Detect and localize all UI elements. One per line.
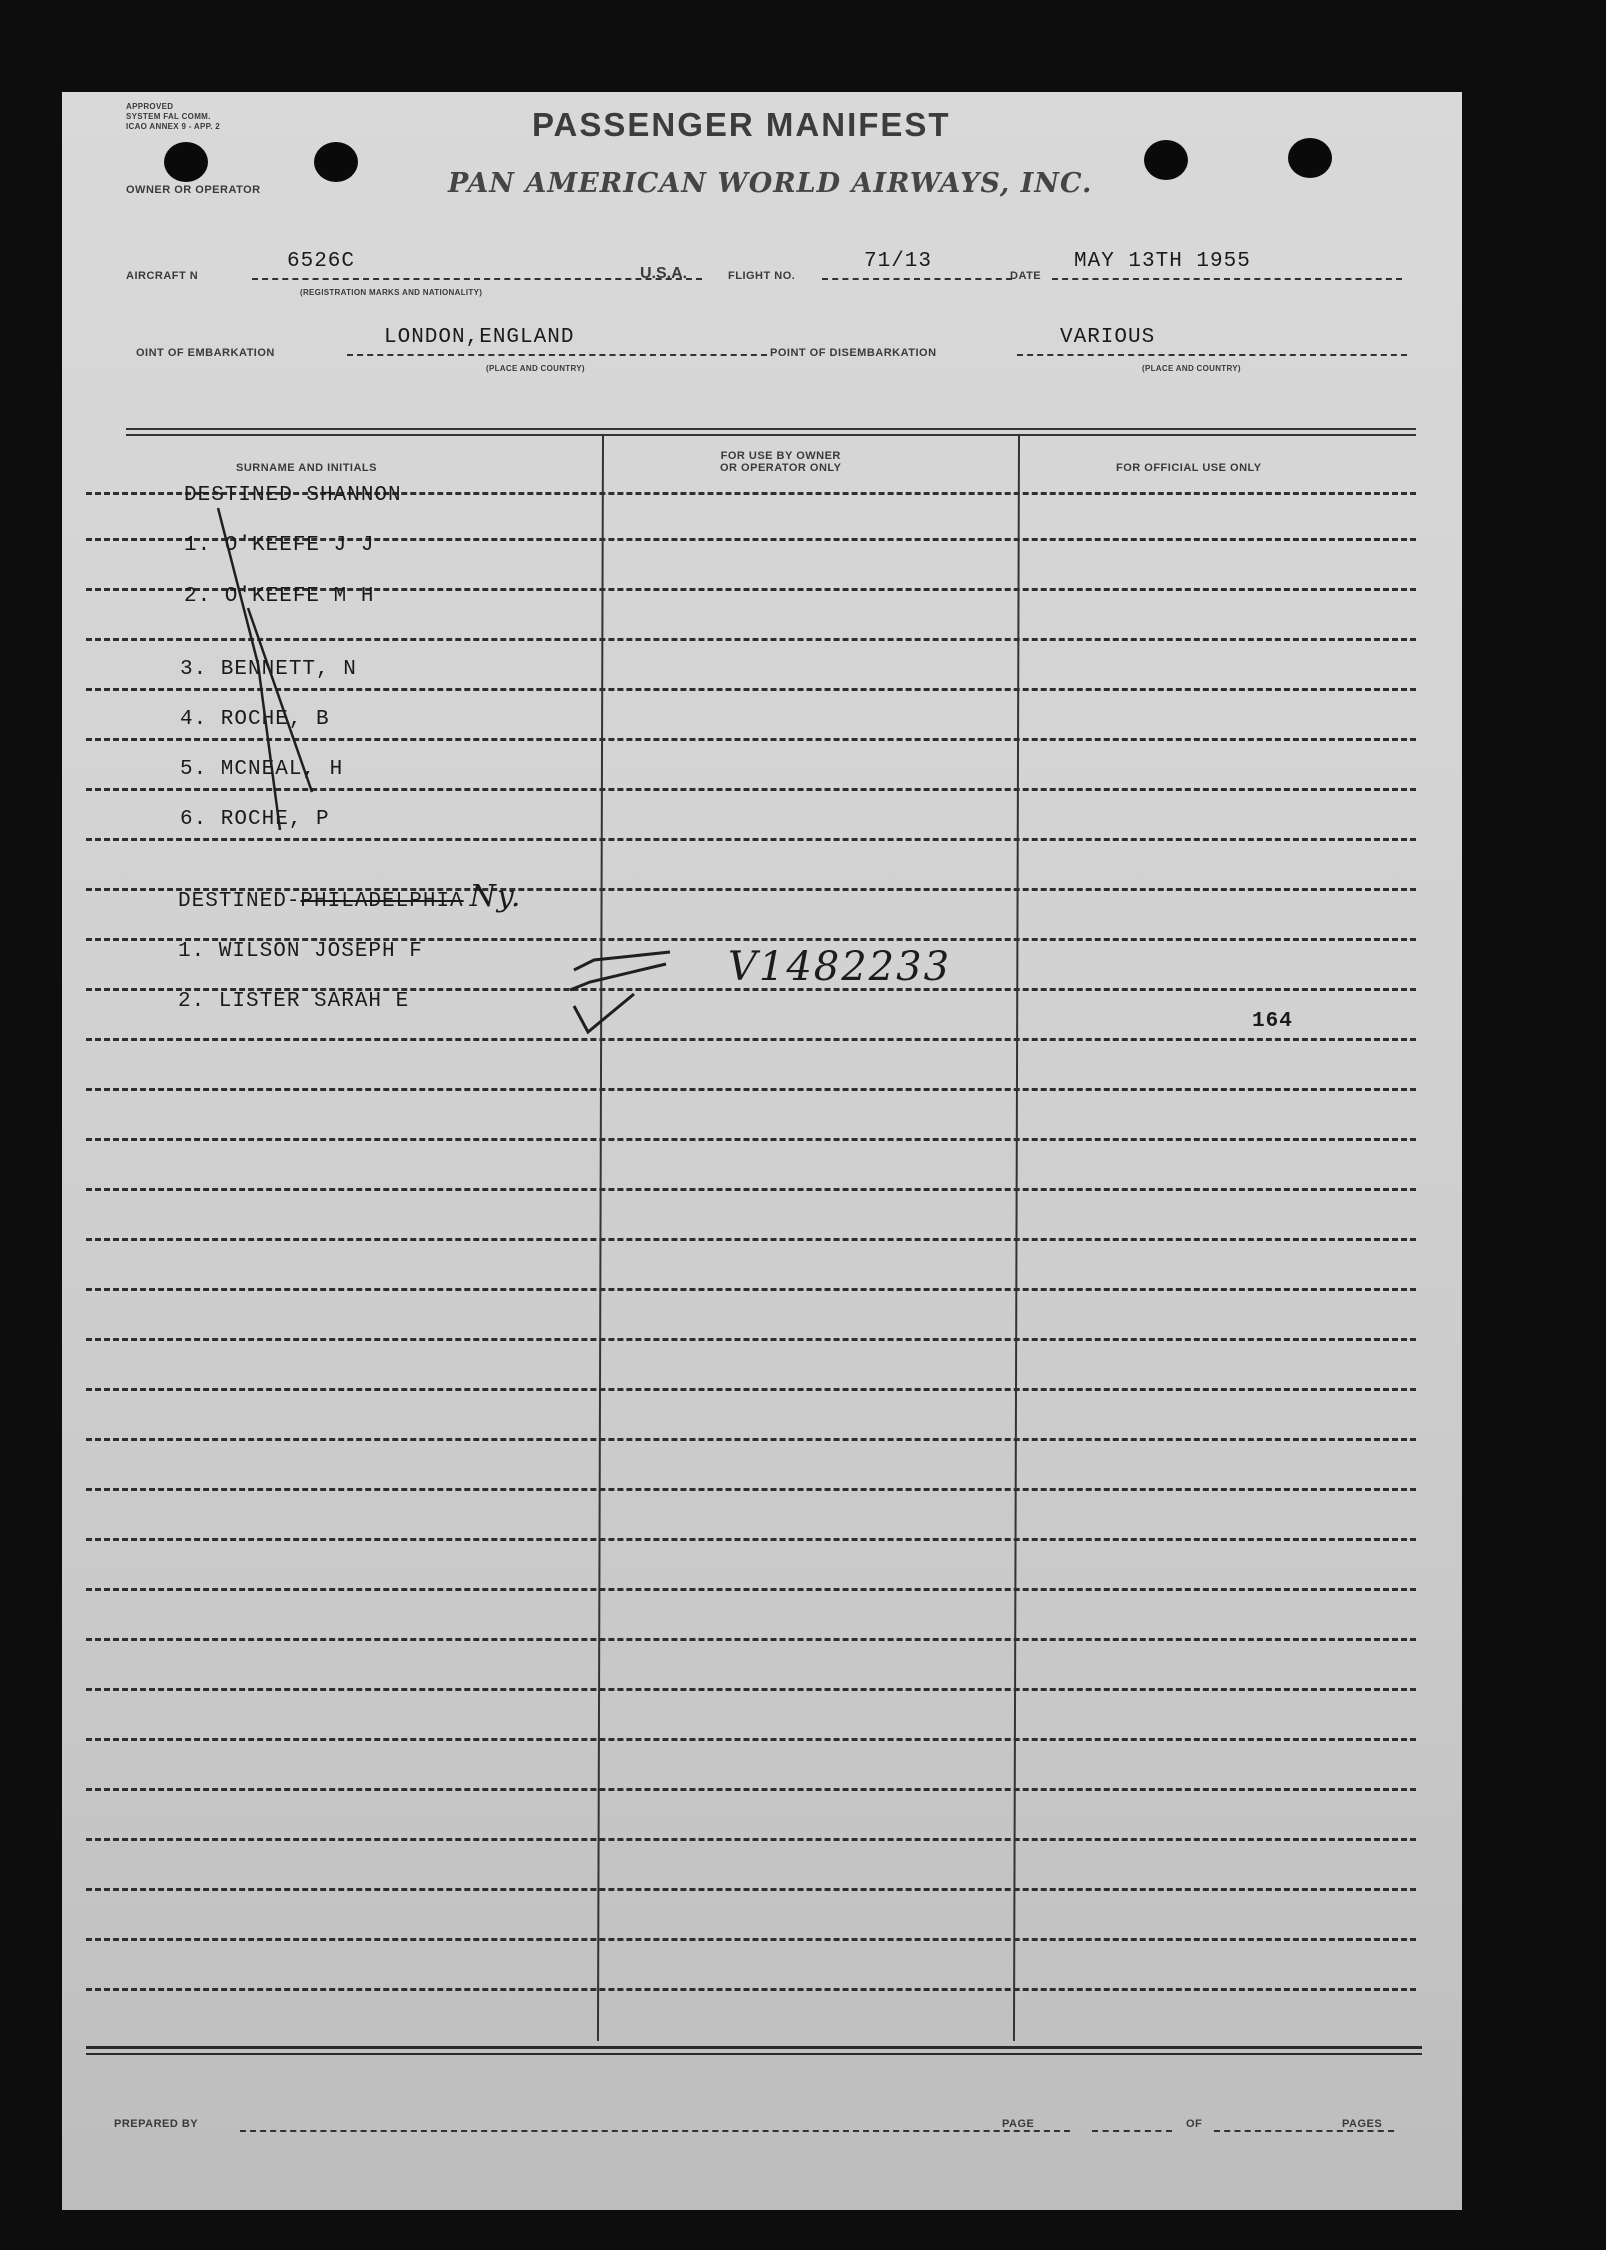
row-rule	[86, 1938, 1416, 1941]
date-value: MAY 13TH 1955	[1074, 250, 1251, 273]
handwritten-destination: Ny.	[469, 879, 522, 914]
passenger-entry: 6. ROCHE, P	[180, 808, 330, 831]
row-rule	[86, 1488, 1416, 1491]
row-rule	[86, 1788, 1416, 1791]
flight-label: FLIGHT NO.	[728, 270, 796, 282]
airline-name: PAN AMERICAN WORLD AIRWAYS, INC.	[448, 168, 1093, 199]
nationality-label: U.S.A.	[640, 265, 688, 282]
official-number: 164	[1252, 1010, 1293, 1033]
pages-label: PAGES	[1342, 2118, 1383, 2130]
group-heading: DESTINED SHANNON	[184, 484, 402, 507]
embarkation-value: LONDON,ENGLAND	[384, 326, 575, 349]
row-rule	[86, 1738, 1416, 1741]
struck-destination: PHILADELPHIA	[300, 890, 464, 913]
column-header-owner-line: OR OPERATOR ONLY	[720, 462, 842, 474]
row-rule	[86, 1438, 1416, 1441]
owner-operator-label: OWNER OR OPERATOR	[126, 184, 261, 196]
flight-value: 71/13	[864, 250, 933, 273]
destination-prefix: DESTINED-	[178, 890, 301, 913]
handwriting-layer	[62, 92, 1462, 1292]
prepared-by-underline	[240, 2130, 1070, 2132]
row-rule	[86, 1588, 1416, 1591]
passenger-entry: 5. MCNEAL, H	[180, 758, 344, 781]
approval-line: SYSTEM FAL COMM.	[126, 112, 211, 121]
passenger-entry: 2. LISTER SARAH E	[178, 990, 410, 1013]
table-bottom-rule	[86, 2046, 1422, 2049]
bracket-mark	[218, 508, 280, 830]
check-mark	[574, 994, 634, 1032]
manifest-sheet	[62, 92, 1462, 2210]
approval-line: APPROVED	[126, 102, 174, 111]
passenger-entry: 1. O'KEEFE J J	[184, 534, 375, 557]
check-mark	[570, 964, 666, 990]
aircraft-label: AIRCRAFT N	[126, 270, 199, 282]
handwritten-visa-number: V1482233	[728, 944, 952, 990]
passenger-entry: 3. BENNETT, N	[180, 658, 357, 681]
column-header-surname: SURNAME AND INITIALS	[236, 462, 377, 474]
disembarkation-value: VARIOUS	[1060, 326, 1156, 349]
row-rule	[86, 1538, 1416, 1541]
column-header-owner-line: FOR USE BY OWNER	[720, 450, 841, 462]
row-rule	[86, 1888, 1416, 1891]
passenger-entry: 2. O'KEEFE M H	[184, 585, 375, 608]
passenger-entry: 4. ROCHE, B	[180, 708, 330, 731]
row-rule	[86, 1988, 1416, 1991]
of-label: OF	[1186, 2118, 1203, 2130]
row-rule	[86, 1688, 1416, 1691]
page-label: PAGE	[1002, 2118, 1035, 2130]
column-header-official: FOR OFFICIAL USE ONLY	[1116, 462, 1262, 474]
disembarkation-caption: (PLACE AND COUNTRY)	[1142, 364, 1241, 373]
table-bottom-rule	[86, 2053, 1422, 2055]
approval-line: ICAO ANNEX 9 - APP. 2	[126, 122, 221, 131]
page-underline	[1092, 2130, 1172, 2132]
prepared-by-label: PREPARED BY	[114, 2118, 199, 2130]
bracket-mark	[248, 608, 312, 792]
disembarkation-label: POINT OF DISEMBARKATION	[770, 347, 937, 359]
row-rule	[86, 1338, 1416, 1341]
date-label: DATE	[1010, 270, 1042, 282]
row-rule	[86, 1838, 1416, 1841]
row-rule	[86, 1638, 1416, 1641]
embarkation-caption: (PLACE AND COUNTRY)	[486, 364, 585, 373]
registration-caption: (REGISTRATION MARKS AND NATIONALITY)	[300, 288, 483, 297]
passenger-entry: 1. WILSON JOSEPH F	[178, 940, 423, 963]
aircraft-value: 6526C	[287, 250, 356, 273]
embarkation-label: OINT OF EMBARKATION	[136, 347, 275, 359]
of-underline	[1214, 2130, 1394, 2132]
row-rule	[86, 1388, 1416, 1391]
page-title: PASSENGER MANIFEST	[532, 106, 951, 143]
